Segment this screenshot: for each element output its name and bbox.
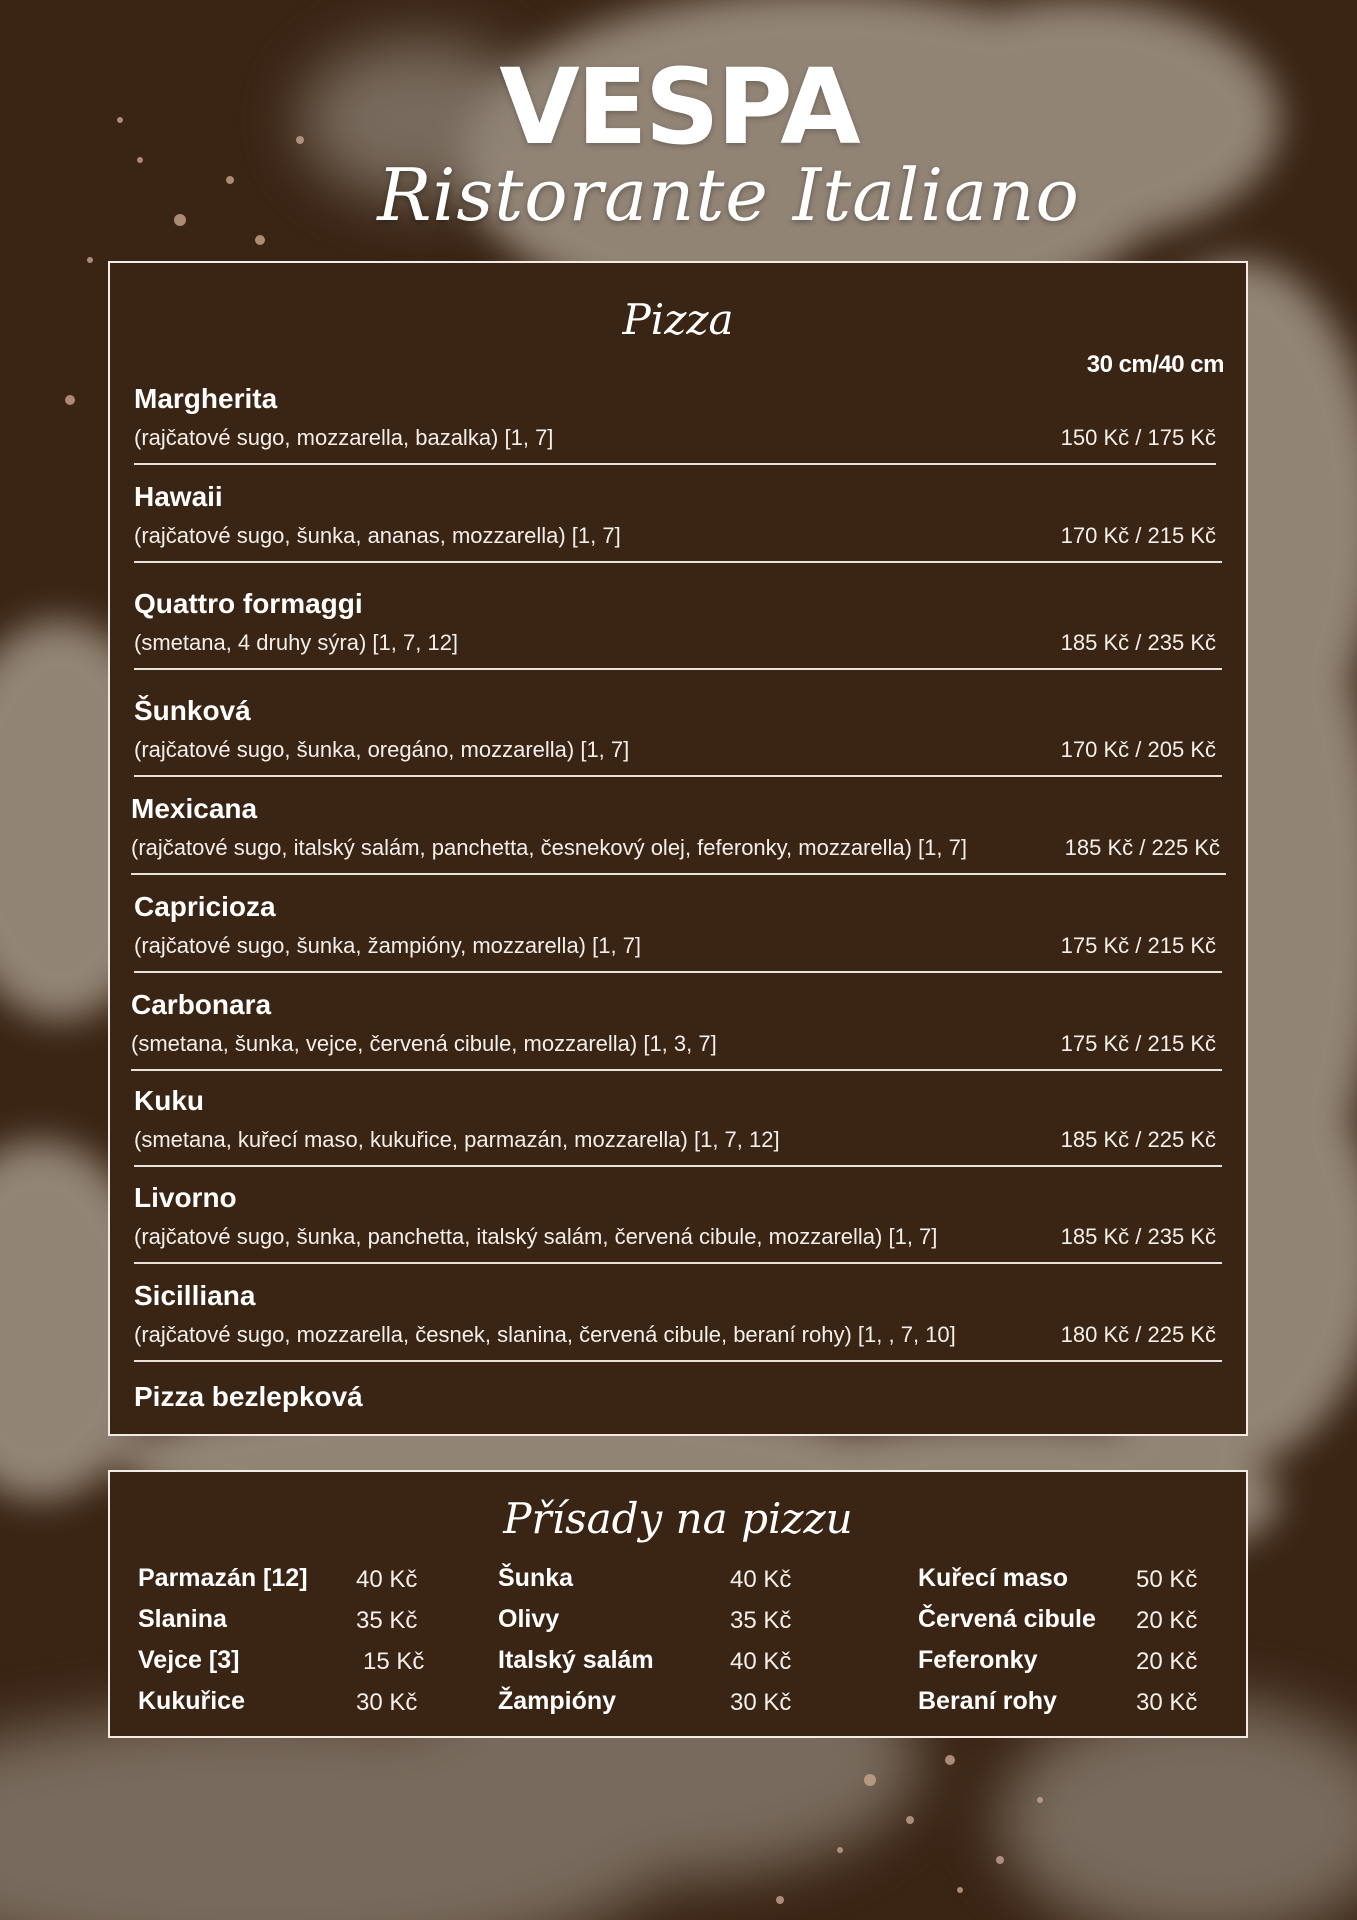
- topping-name: Kukuřice: [138, 1687, 245, 1715]
- topping-name: Kuřecí maso: [918, 1564, 1069, 1592]
- item-divider: [134, 971, 1222, 973]
- item-name: Livorno: [134, 1182, 237, 1213]
- toppings-panel: [108, 1470, 1248, 1738]
- topping-name: Beraní rohy: [918, 1687, 1057, 1715]
- item-description: (smetana, šunka, vejce, červená cibule, mozzarella) [1, 3, 7]: [131, 1031, 717, 1056]
- item-price: 185 Kč / 225 Kč: [1064, 835, 1220, 860]
- item-description: (rajčatové sugo, šunka, panchetta, italský salám, červená cibule, mozzarella) [1, 7]: [134, 1224, 938, 1249]
- topping-price: 35 Kč: [356, 1607, 418, 1634]
- topping-price: 40 Kč: [730, 1648, 792, 1675]
- item-divider: [134, 463, 1216, 465]
- item-name: Pizza bezlepková: [134, 1381, 363, 1412]
- topping-name: Italský salám: [498, 1646, 654, 1674]
- item-description: (rajčatové sugo, šunka, oregáno, mozzarella) [1, 7]: [134, 737, 630, 762]
- item-price: 185 Kč / 225 Kč: [1060, 1127, 1216, 1152]
- topping-name: Slanina: [138, 1605, 227, 1633]
- topping-price: 40 Kč: [356, 1566, 418, 1593]
- item-description: (smetana, kuřecí maso, kukuřice, parmazán, mozzarella) [1, 7, 12]: [134, 1127, 780, 1152]
- size-header: 30 cm/40 cm: [1086, 351, 1224, 378]
- item-price: 170 Kč / 215 Kč: [1060, 523, 1216, 548]
- pizza-section-title: Pizza: [622, 295, 734, 344]
- pizza-menu-panel: [108, 261, 1248, 1436]
- item-name: Mexicana: [131, 793, 258, 824]
- item-divider: [134, 1262, 1222, 1264]
- item-description: (smetana, 4 druhy sýra) [1, 7, 12]: [134, 630, 459, 655]
- topping-price: 40 Kč: [730, 1566, 792, 1593]
- item-price: 185 Kč / 235 Kč: [1060, 1224, 1216, 1249]
- topping-name: Parmazán [12]: [138, 1564, 308, 1592]
- topping-price: 20 Kč: [1136, 1607, 1198, 1634]
- item-price: 180 Kč / 225 Kč: [1060, 1322, 1216, 1347]
- item-name: Carbonara: [131, 989, 272, 1020]
- item-description: (rajčatové sugo, šunka, ananas, mozzarella) [1, 7]: [134, 523, 621, 548]
- item-description: (rajčatové sugo, mozzarella, bazalka) [1, 7]: [134, 425, 554, 450]
- item-price: 175 Kč / 215 Kč: [1060, 933, 1216, 958]
- item-divider: [134, 775, 1222, 777]
- item-price: 150 Kč / 175 Kč: [1060, 425, 1216, 450]
- topping-price: 30 Kč: [1136, 1689, 1198, 1716]
- item-divider: [131, 1069, 1222, 1071]
- restaurant-logo-subtitle: Ristorante Italiano: [377, 153, 1080, 237]
- item-price: 185 Kč / 235 Kč: [1060, 630, 1216, 655]
- topping-name: Žampióny: [498, 1687, 617, 1715]
- topping-price: 15 Kč: [363, 1648, 425, 1675]
- topping-price: 50 Kč: [1136, 1566, 1198, 1593]
- item-name: Capricioza: [134, 891, 276, 922]
- item-name: Šunková: [134, 695, 251, 726]
- restaurant-logo-name: VESPA: [499, 46, 858, 168]
- item-name: Quattro formaggi: [134, 588, 363, 619]
- item-name: Hawaii: [134, 481, 223, 512]
- item-description: (rajčatové sugo, šunka, žampióny, mozzarella) [1, 7]: [134, 933, 642, 958]
- topping-price: 30 Kč: [356, 1689, 418, 1716]
- topping-price: 20 Kč: [1136, 1648, 1198, 1675]
- topping-name: Červená cibule: [918, 1605, 1096, 1633]
- toppings-section-title: Přísady na pizzu: [503, 1494, 853, 1543]
- item-divider: [134, 561, 1222, 563]
- topping-name: Feferonky: [918, 1646, 1038, 1674]
- item-divider: [134, 668, 1222, 670]
- item-price: 170 Kč / 205 Kč: [1060, 737, 1216, 762]
- item-name: Sicilliana: [134, 1280, 256, 1311]
- item-divider: [134, 1360, 1222, 1362]
- topping-price: 30 Kč: [730, 1689, 792, 1716]
- item-description: (rajčatové sugo, mozzarella, česnek, slanina, červená cibule, beraní rohy) [1, , 7, 10]: [134, 1322, 956, 1347]
- item-description: (rajčatové sugo, italský salám, panchetta, česnekový olej, feferonky, mozzarella) [1, 7]: [131, 835, 967, 860]
- topping-name: Vejce [3]: [138, 1646, 240, 1674]
- topping-price: 35 Kč: [730, 1607, 792, 1634]
- item-divider: [134, 1165, 1222, 1167]
- item-price: 175 Kč / 215 Kč: [1060, 1031, 1216, 1056]
- topping-name: Šunka: [498, 1564, 574, 1592]
- item-name: Margherita: [134, 383, 278, 414]
- item-name: Kuku: [134, 1085, 204, 1116]
- item-divider: [131, 873, 1226, 875]
- topping-name: Olivy: [498, 1605, 560, 1633]
